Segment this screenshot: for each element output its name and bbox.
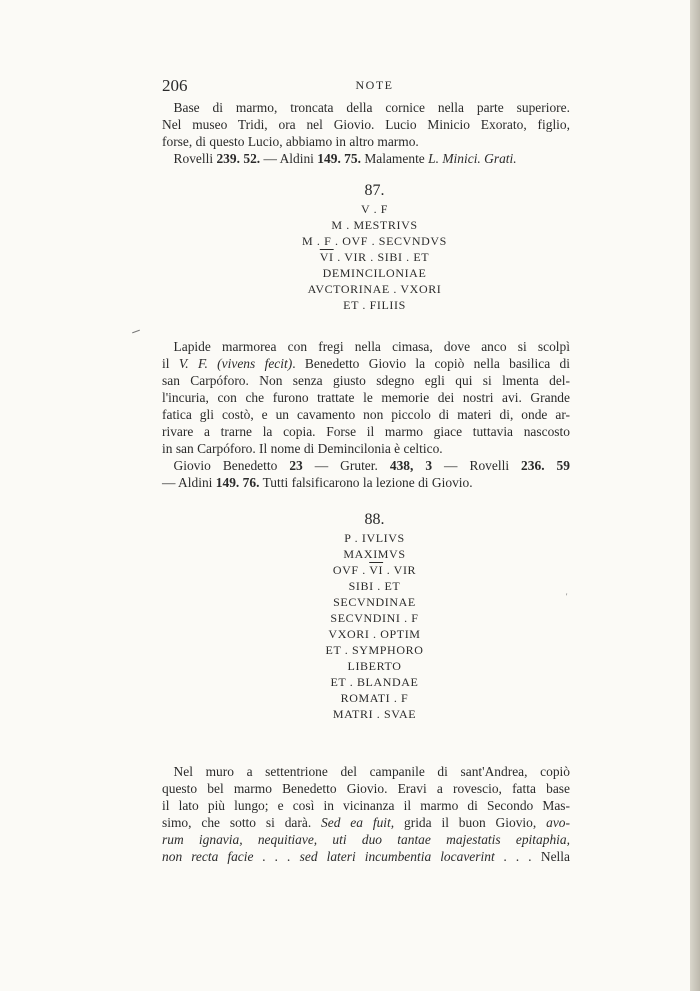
note-line: Base di marmo, troncata della cornice nella parte superiore.	[173, 101, 570, 116]
inscription-line: LIBERTO	[347, 659, 402, 673]
note-line: non recta facie . . . sed lateri incumbentia locaverint . . . Nella	[162, 850, 570, 865]
inscription-line: AVCTORINAE . VXORI	[307, 282, 442, 296]
note-line: questo bel marmo Benedetto Giovio. Eravi a rovescio, fatta base	[162, 782, 570, 797]
inscription-88	[162, 510, 587, 722]
inscription-number: 88.	[364, 511, 385, 528]
note-line: — Aldini 149. 76. Tutti falsificarono la lezione di Giovio.	[162, 476, 473, 491]
note-line: in san Carpóforo. Il nome di Demincilonia è celtico.	[162, 442, 443, 457]
note-88	[162, 764, 570, 866]
note-line: rum ignavia, nequitiave, uti duo tantae majestatis epitaphia,	[162, 833, 570, 848]
note-line: Nel muro a settentrione del campanile di sant'Andrea, copiò	[173, 765, 570, 780]
inscription-line: ET . FILIIS	[343, 298, 406, 312]
page-edge-shadow	[690, 0, 700, 991]
note-line: l'incuria, con che furono trattate le memorie dei nostri avi. Grande	[162, 391, 570, 406]
note-line: Nel museo Tridi, ora nel Giovio. Lucio Minicio Exorato, figlio,	[162, 118, 570, 133]
note-line: simo, che sotto si darà. Sed ea fuit, grida il buon Giovio, avo-	[162, 816, 570, 831]
note-line: fatica gli costò, e un cavamento non piccolo di materi di, onde ar-	[162, 408, 570, 423]
note-line: il lato più lungo; e così in vicinanza il marmo di Secondo Mas-	[162, 799, 570, 814]
inscription-line: OVF . $\overline{VI}$ . VIR	[332, 563, 417, 577]
running-title: NOTE	[355, 78, 394, 92]
inscription-line: $\overline{VI}$ . VIR . SIBI . ET	[319, 250, 430, 264]
stray-mark: '	[566, 592, 568, 601]
note-line: Giovio Benedetto 23 — Gruter. 438, 3 — Rovelli 236. 59	[173, 459, 570, 474]
margin-tick-mark	[132, 330, 140, 334]
note-line: Lapide marmorea con fregi nella cimasa, dove anco si scolpì	[173, 340, 570, 355]
page-number: 206	[162, 76, 188, 95]
inscription-line: ROMATI . F	[340, 691, 409, 705]
inscription-line: ET . BLANDAE	[330, 675, 419, 689]
note-86	[162, 100, 570, 168]
inscription-line: ET . SYMPHORO	[325, 643, 424, 657]
inscription-line: M . F . OVF . SECVNDVS	[302, 234, 447, 248]
note-line: rivare a trarne la copia. Forse il marmo giace tuttavia nascosto	[162, 425, 570, 440]
inscription-line: MAXIMVS	[343, 547, 406, 561]
note-line: san Carpóforo. Non senza giusto sdegno egli qui si lmenta del-	[162, 374, 570, 389]
inscription-line: DEMINCILONIAE	[322, 266, 427, 280]
inscription-line: M . MESTRIVS	[331, 218, 418, 232]
inscription-line: SECVNDINAE	[333, 595, 416, 609]
inscription-line: V . F	[360, 202, 389, 216]
note-87	[162, 339, 570, 492]
inscription-line: VXORI . OPTIM	[328, 627, 421, 641]
note-line: Rovelli 239. 52. — Aldini 149. 75. Malamente L. Minici. Grati.	[173, 152, 517, 167]
inscription-87	[162, 181, 587, 313]
inscription-line: MATRI . SVAE	[332, 707, 417, 721]
inscription-line: SIBI . ET	[348, 579, 401, 593]
inscription-number: 87.	[364, 182, 385, 199]
inscription-line: P . IVLIVS	[344, 531, 405, 545]
page-header	[162, 76, 587, 96]
inscription-line: SECVNDINI . F	[330, 611, 419, 625]
note-line: forse, di questo Lucio, abbiamo in altro marmo.	[162, 135, 419, 150]
note-line: il V. F. (vivens fecit). Benedetto Giovio la copiò nella basilica di	[162, 357, 570, 372]
